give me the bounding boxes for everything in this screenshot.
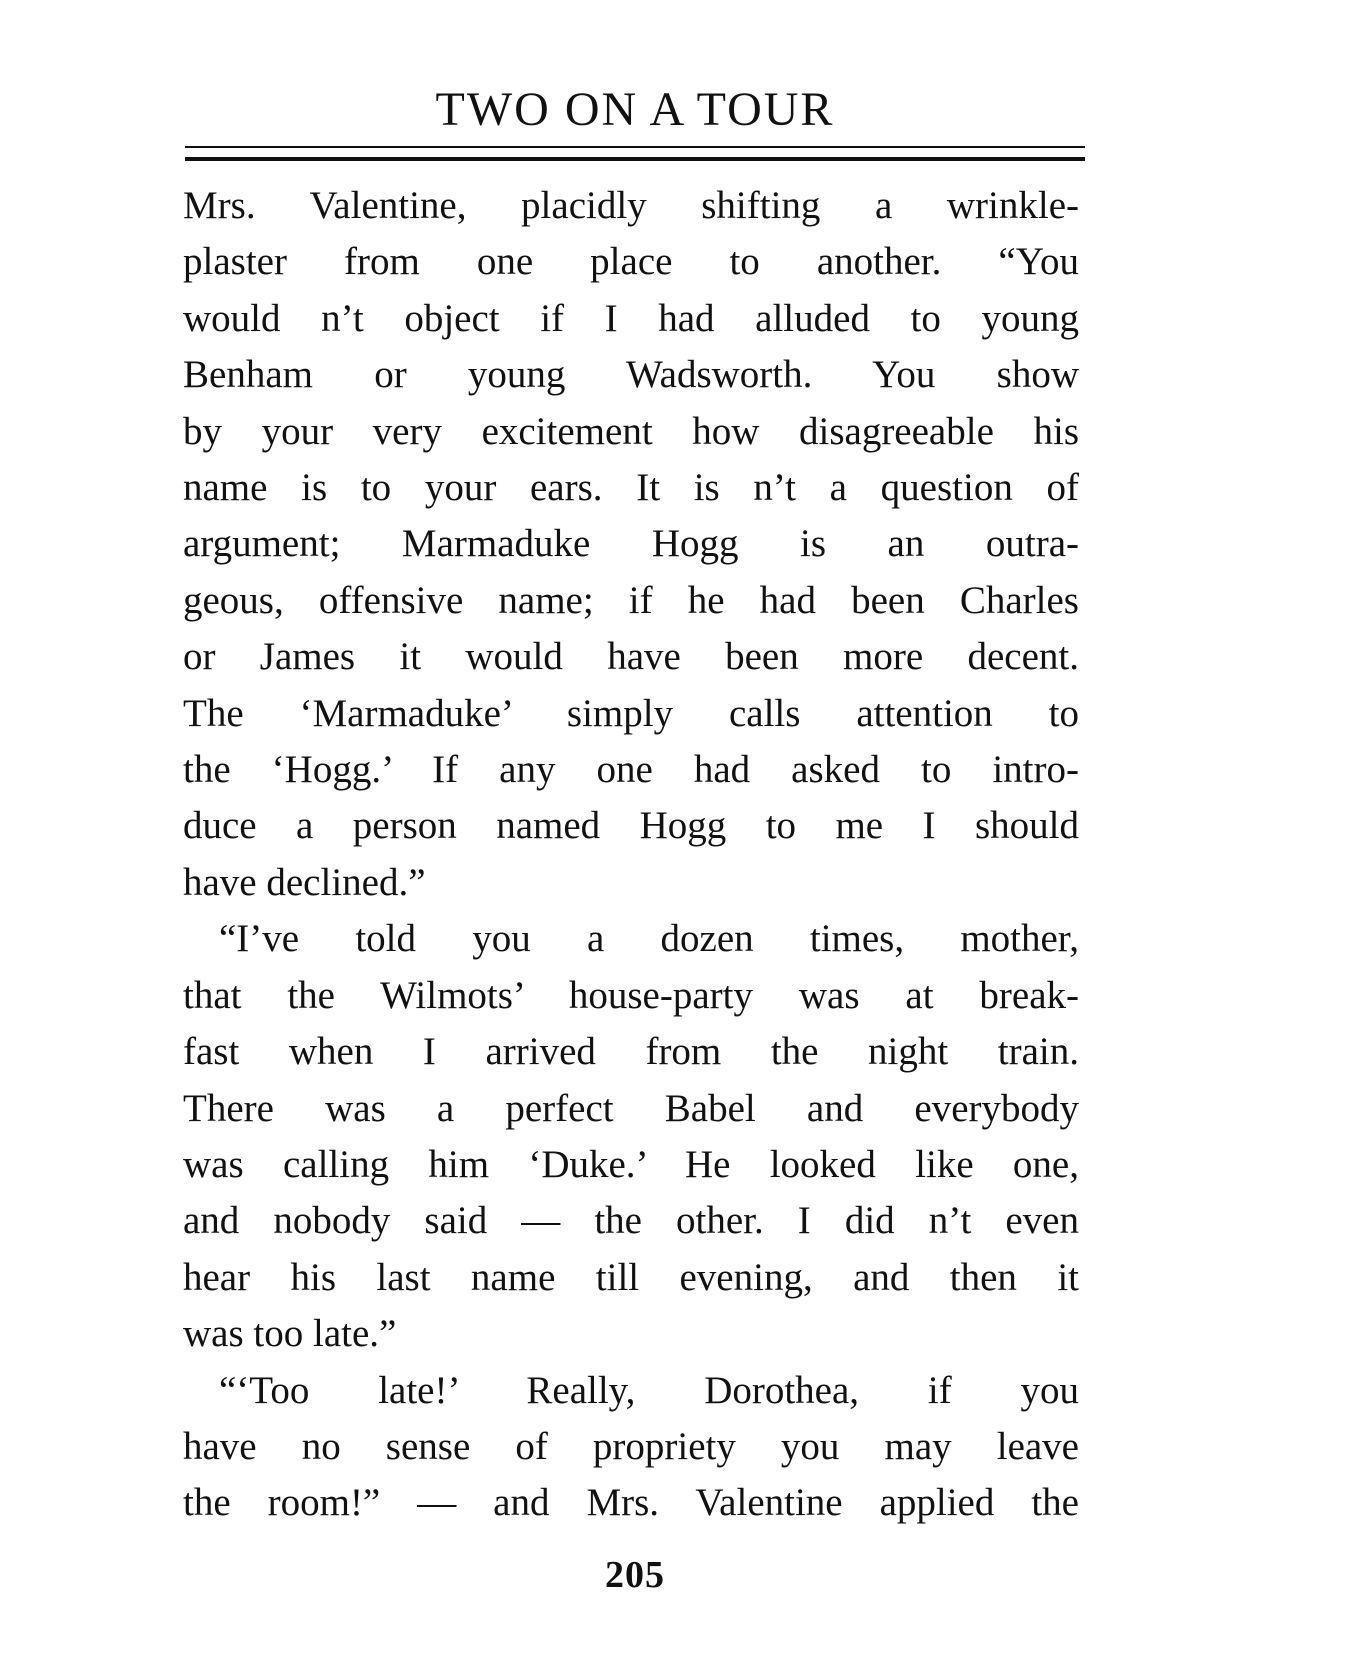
text-line: The ‘Marmaduke’ simply calls attention to — [183, 691, 1079, 735]
running-head-title: TWO ON A TOUR — [435, 83, 835, 136]
text-line: argument; Marmaduke Hogg is an outra- — [183, 522, 1079, 566]
page-number: 205 — [605, 1554, 665, 1596]
text-line: duce a person named Hogg to me I should — [183, 804, 1079, 848]
text-line: was calling him ‘Duke.’ He looked like one, — [183, 1142, 1079, 1186]
header-rule-thin — [185, 146, 1085, 148]
text-line: the room!” — and Mrs. Valentine applied the — [183, 1481, 1079, 1525]
text-line: would n’t object if I had alluded to young — [183, 296, 1079, 340]
text-line: that the Wilmots’ house-party was at break- — [183, 973, 1079, 1017]
paragraph-end-line: have declined.” — [183, 860, 426, 904]
text-line: hear his last name till evening, and then it — [183, 1255, 1079, 1299]
text-line: or James it would have been more decent. — [183, 635, 1079, 679]
text-line: geous, offensive name; if he had been Charles — [183, 578, 1079, 622]
text-line: by your very excitement how disagreeable his — [183, 409, 1079, 453]
text-line: name is to your ears. It is n’t a question of — [183, 466, 1079, 510]
text-line: have no sense of propriety you may leave — [183, 1424, 1079, 1468]
body-text — [183, 178, 1079, 1532]
paragraph-start-line: “‘Too late!’ Really, Dorothea, if you — [219, 1368, 1079, 1412]
text-line: and nobody said — the other. I did n’t even — [183, 1199, 1079, 1243]
text-line: There was a perfect Babel and everybody — [183, 1086, 1079, 1130]
paragraph-start-line: “I’ve told you a dozen times, mother, — [219, 917, 1079, 961]
text-line: Benham or young Wadsworth. You show — [183, 353, 1079, 397]
text-line: the ‘Hogg.’ If any one had asked to intro- — [183, 748, 1079, 792]
paragraph-end-line: was too late.” — [183, 1312, 397, 1356]
text-line: fast when I arrived from the night train. — [183, 1030, 1079, 1074]
text-line: Mrs. Valentine, placidly shifting a wrinkle- — [183, 184, 1079, 227]
text-line: plaster from one place to another. “You — [183, 240, 1079, 284]
header-rule-thick — [185, 157, 1085, 161]
